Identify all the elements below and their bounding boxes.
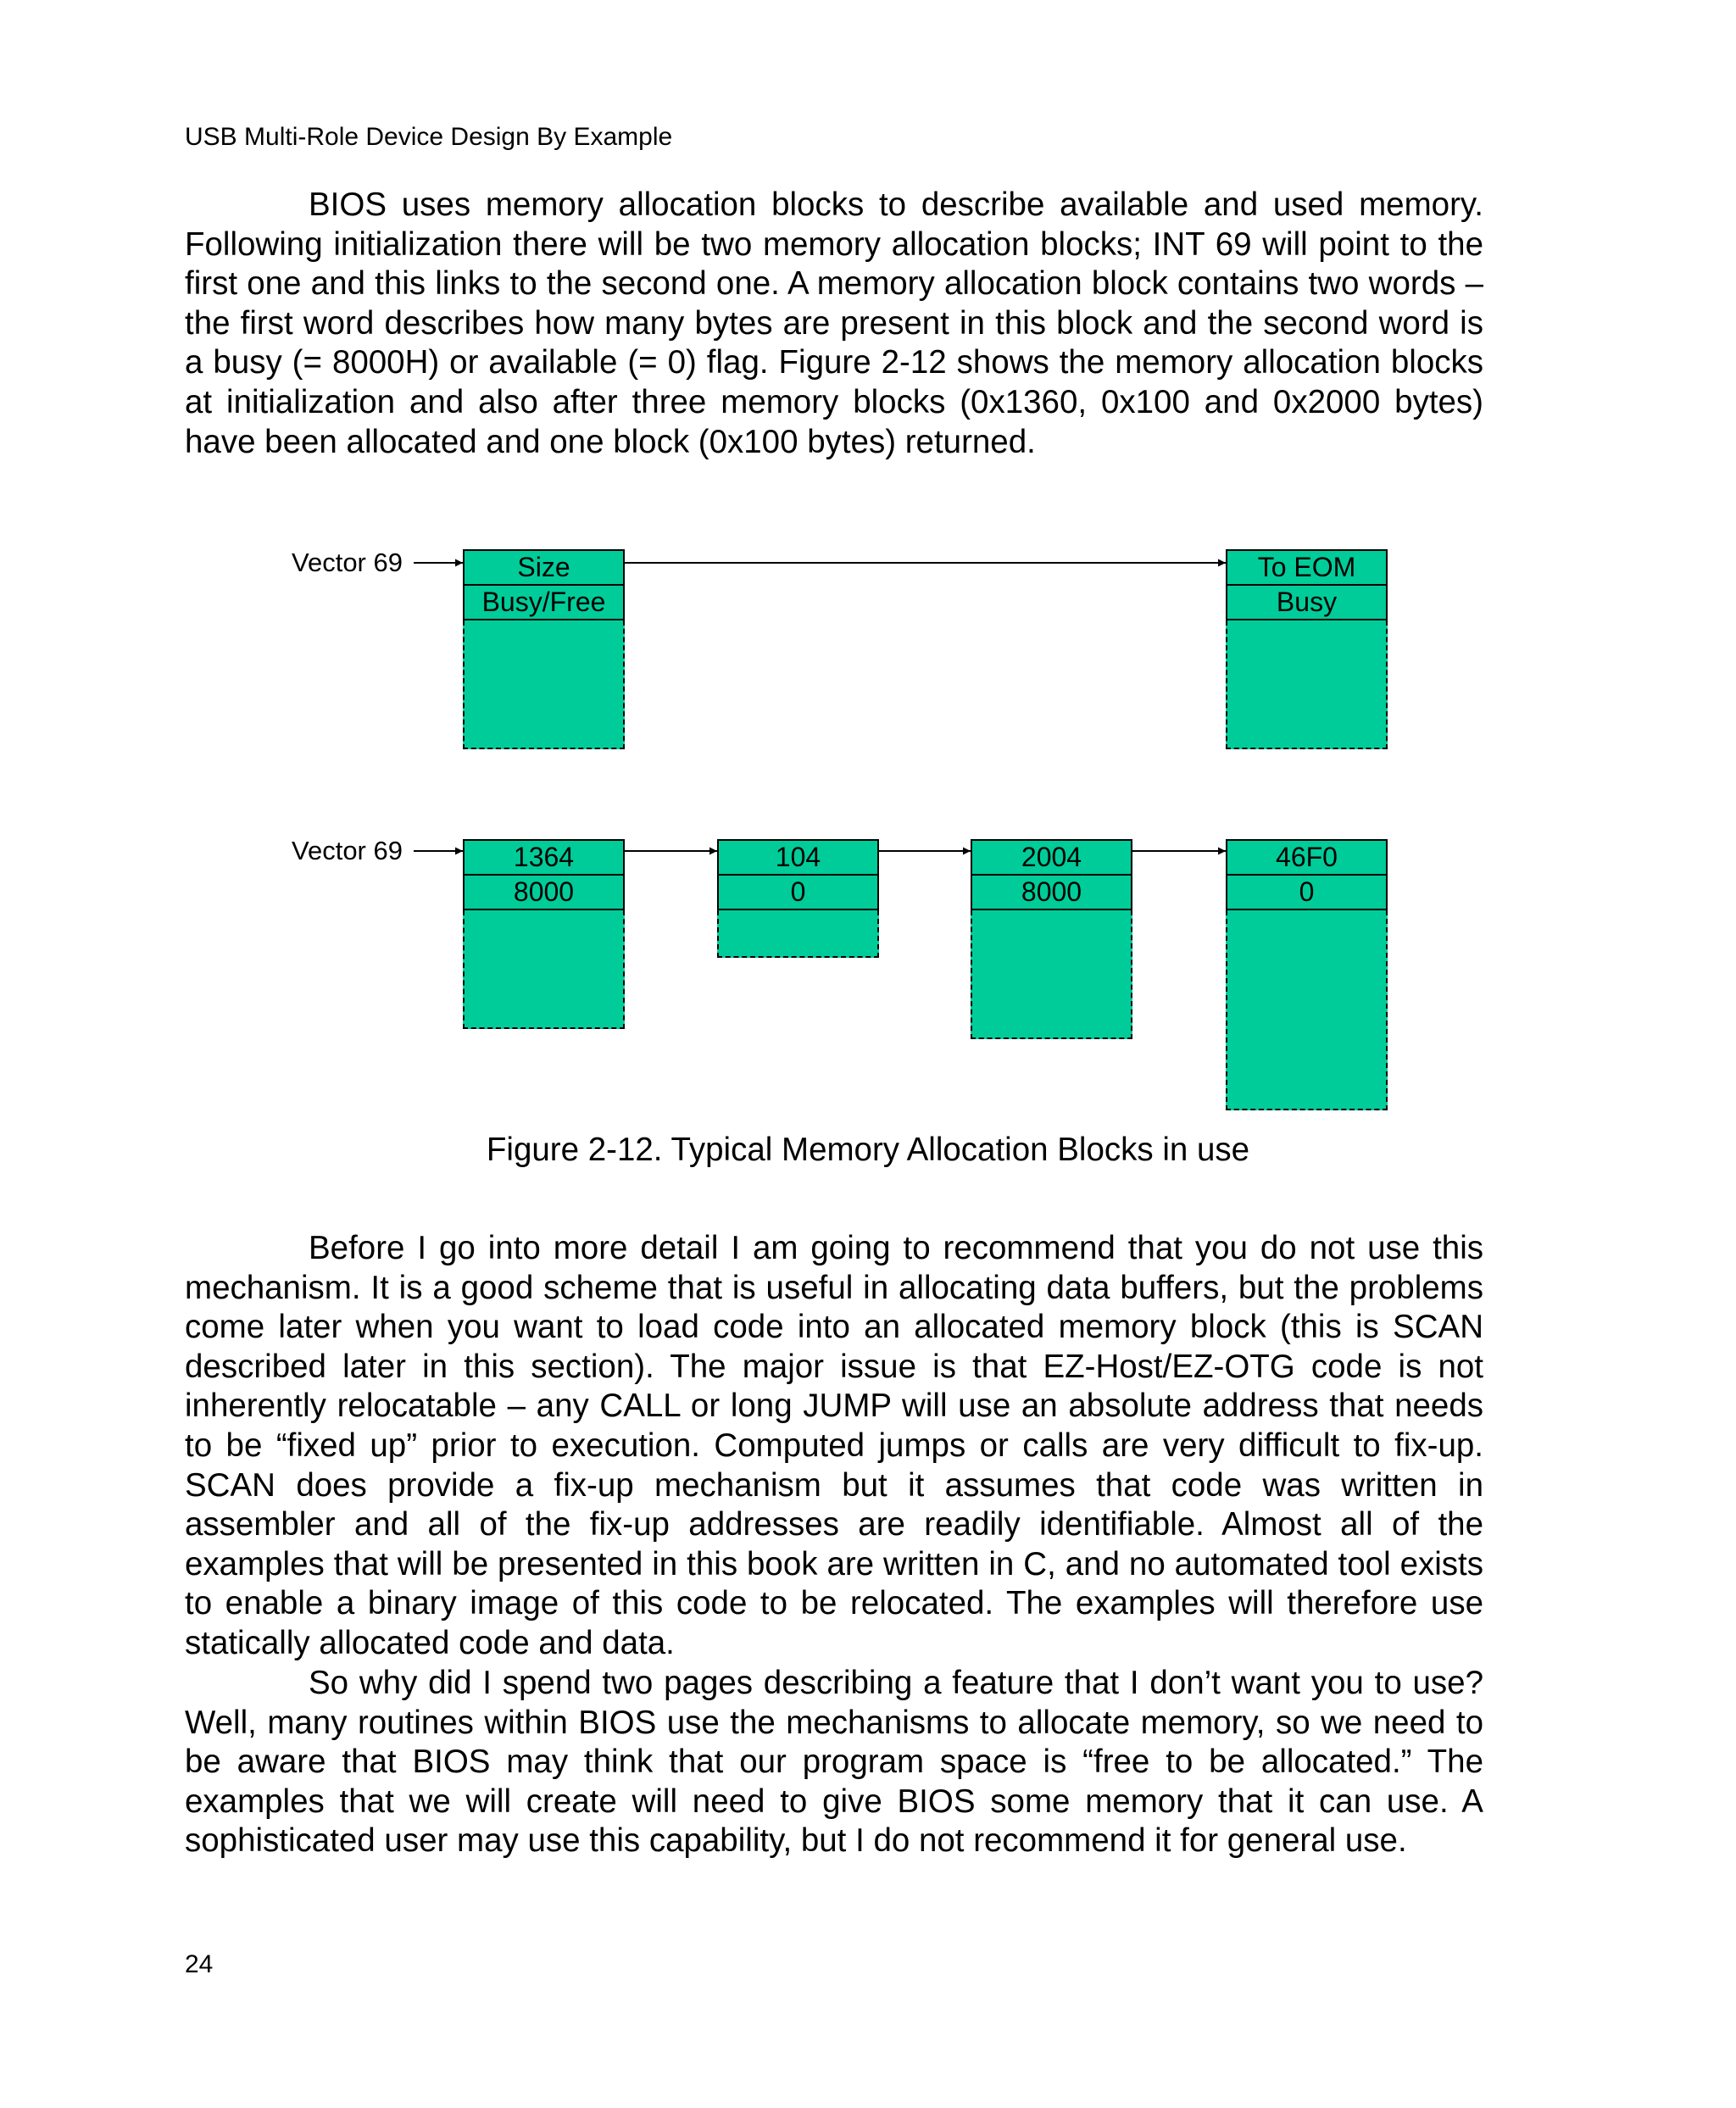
block-word1: 104	[717, 839, 879, 875]
block-word2: 8000	[971, 875, 1132, 910]
block-body	[1226, 910, 1388, 1110]
block-body	[463, 910, 625, 1029]
page-number: 24	[185, 1950, 214, 1978]
block-body	[717, 910, 879, 958]
paragraph-why: So why did I spend two pages describing a feature that I don’t want you to use? Well, many routines within BIOS use the mechanisms to allocate memory, so we need to be aware that BIOS may think that our program space is “free to be allocated.” The examples that we will create will need to give BIOS some memory that it can use. A sophisticated user may use this capability, but I do not recommend it for general use.	[185, 1665, 1483, 1860]
block-word1: Size	[463, 549, 625, 585]
vector-label-top: Vector 69	[292, 548, 403, 577]
block-word2: Busy	[1226, 585, 1388, 620]
block-word2: 0	[717, 875, 879, 910]
block-body	[971, 910, 1132, 1039]
block-word2: Busy/Free	[463, 585, 625, 620]
block-word2: 8000	[463, 875, 625, 910]
block-body	[1226, 620, 1388, 749]
block-word1: 2004	[971, 839, 1132, 875]
block-word1: 46F0	[1226, 839, 1388, 875]
block-word2: 0	[1226, 875, 1388, 910]
block-word1: To EOM	[1226, 549, 1388, 585]
paragraph-recommendation: Before I go into more detail I am going to recommend that you do not use this mechanism. It is a good scheme that is useful in allocating data buffers, but the problems come later when you want to load code into an allocated memory block (this is SCAN described later in this section). The major issue is that EZ-Host/EZ-OTG code is not inherently relocatable – any CALL or long JUMP will use an absolute address that needs to be “fixed up” prior to execution. Computed jumps or calls are very difficult to fix-up. SCAN does provide a fix-up mechanism but it assumes that code was written in assembler and all of the fix-up addresses are readily identifiable. Almost all of the examples that will be presented in this book are written in C, and no automated tool exists to enable a binary image of this code to be relocated. The examples will therefore use statically allocated code and data.	[185, 1230, 1483, 1661]
block-body	[463, 620, 625, 749]
running-head: USB Multi-Role Device Design By Example	[185, 123, 673, 151]
block-word1: 1364	[463, 839, 625, 875]
figure-caption: Figure 2-12. Typical Memory Allocation Blocks in use	[486, 1132, 1250, 1168]
paragraph-intro: BIOS uses memory allocation blocks to describe available and used memory. Following initialization there will be two memory allocation blocks; INT 69 will point to the first one and this links to the second one. A memory allocation block contains two words – the first word describes how many bytes are present in this block and the second word is a busy (= 8000H) or available (= 0) flag. Figure 2-12 shows the memory allocation blocks at initialization and also after three memory blocks (0x1360, 0x100 and 0x2000 bytes) have been allocated and one block (0x100 bytes) returned.	[185, 186, 1483, 460]
vector-label-bottom: Vector 69	[292, 836, 403, 865]
